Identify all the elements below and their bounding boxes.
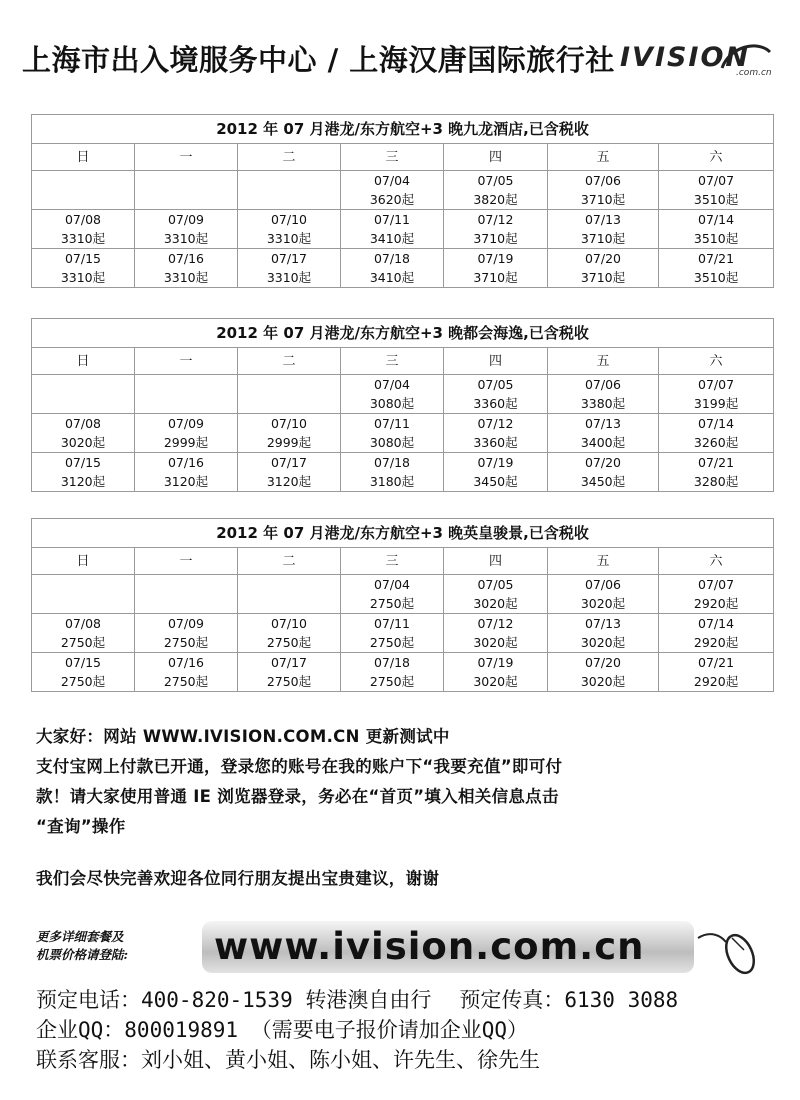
date-cell: 07/17: [238, 653, 341, 673]
price-cell: [444, 472, 548, 492]
price-cell: [548, 229, 659, 249]
price-cell: [32, 472, 135, 492]
price-value: 3380: [580, 396, 613, 411]
weekday-header: 日: [32, 144, 135, 171]
date-cell: 07/06: [548, 375, 659, 395]
date-cell: 07/15: [32, 249, 135, 269]
weekday-header: 五: [548, 144, 659, 171]
price-value: 3510: [693, 270, 726, 285]
price-suffix: 起: [92, 474, 106, 489]
date-cell: 07/19: [444, 653, 548, 673]
price-value: 3020: [580, 596, 613, 611]
date-cell: 07/14: [659, 414, 774, 434]
price-value: 2920: [693, 596, 726, 611]
price-cell: [32, 433, 135, 453]
empty-cell: [135, 190, 238, 210]
date-cell: 07/12: [444, 210, 548, 230]
booking-phone: 预定电话：400-820-1539 转港澳自由行: [36, 988, 432, 1012]
price-value: 3710: [473, 270, 506, 285]
price-cell: [659, 472, 774, 492]
empty-cell: [32, 375, 135, 395]
weekday-header: 一: [135, 348, 238, 375]
date-cell: 07/21: [659, 453, 774, 473]
price-cell: [548, 594, 659, 614]
price-suffix: 起: [401, 674, 415, 689]
price-suffix: 起: [725, 435, 739, 450]
price-value: 3410: [369, 231, 402, 246]
date-cell: 07/07: [659, 375, 774, 395]
weekday-header: 一: [135, 144, 238, 171]
date-cell: 07/11: [341, 614, 444, 634]
price-value: 3360: [473, 396, 506, 411]
price-value: 3260: [693, 435, 726, 450]
price-value: 3710: [580, 192, 613, 207]
weekday-header: 二: [238, 348, 341, 375]
price-value: 2750: [163, 635, 196, 650]
weekday-header: 五: [548, 548, 659, 575]
price-value: 3020: [473, 596, 506, 611]
date-cell: 07/05: [444, 171, 548, 191]
price-suffix: 起: [725, 474, 739, 489]
contact-line: [36, 985, 678, 1015]
empty-cell: [32, 171, 135, 191]
price-cell: [135, 268, 238, 288]
calendar-title: 2012 年 07 月港龙/东方航空+3 晚英皇骏景,已含税收: [32, 519, 774, 548]
date-cell: 07/15: [32, 453, 135, 473]
price-suffix: 起: [612, 674, 626, 689]
price-value: 3280: [693, 474, 726, 489]
price-calendar-emperor-hotel: [31, 518, 774, 692]
weekday-header: 四: [444, 144, 548, 171]
weekday-header: 六: [659, 348, 774, 375]
weekday-header: 日: [32, 548, 135, 575]
price-suffix: 起: [505, 474, 518, 489]
date-cell: 07/14: [659, 210, 774, 230]
price-cell: [659, 268, 774, 288]
website-banner[interactable]: [202, 921, 694, 973]
price-suffix: 起: [505, 270, 518, 285]
price-suffix: 起: [92, 435, 106, 450]
price-cell: [548, 433, 659, 453]
empty-cell: [135, 375, 238, 395]
price-cell: [341, 633, 444, 653]
price-suffix: 起: [725, 192, 739, 207]
booking-fax: 预定传真：6130 3088: [459, 988, 679, 1012]
price-suffix: 起: [612, 474, 626, 489]
empty-cell: [32, 190, 135, 210]
page-title: 上海市出入境服务中心 / 上海汉唐国际旅行社: [22, 43, 615, 77]
price-suffix: 起: [612, 396, 626, 411]
notice-line: 款！请大家使用普通 IE 浏览器登录，务必在“首页”填入相关信息点击: [36, 787, 559, 806]
date-cell: 07/11: [341, 210, 444, 230]
price-cell: [341, 190, 444, 210]
mouse-icon: [696, 918, 756, 978]
website-url[interactable]: www.ivision.com.cn: [214, 925, 645, 968]
price-value: 3620: [369, 192, 402, 207]
price-cell: [444, 268, 548, 288]
date-cell: 07/10: [238, 614, 341, 634]
price-value: 3020: [580, 674, 613, 689]
price-suffix: 起: [401, 192, 415, 207]
price-suffix: 起: [401, 474, 415, 489]
date-cell: 07/09: [135, 614, 238, 634]
price-value: 2750: [369, 674, 402, 689]
enterprise-qq: 企业QQ：800019891 （需要电子报价请加企业QQ）: [36, 1018, 529, 1042]
price-value: 3199: [693, 396, 726, 411]
price-cell: [444, 433, 548, 453]
price-suffix: 起: [298, 674, 312, 689]
date-cell: 07/08: [32, 414, 135, 434]
price-suffix: 起: [195, 231, 209, 246]
price-cell: [659, 394, 774, 414]
date-cell: 07/16: [135, 453, 238, 473]
price-suffix: 起: [195, 635, 209, 650]
date-cell: 07/10: [238, 414, 341, 434]
price-suffix: 起: [505, 674, 518, 689]
date-cell: 07/09: [135, 210, 238, 230]
price-suffix: 起: [725, 674, 739, 689]
price-suffix: 起: [505, 435, 518, 450]
price-cell: [238, 433, 341, 453]
price-suffix: 起: [505, 596, 518, 611]
price-cell: [444, 594, 548, 614]
price-cell: [32, 229, 135, 249]
price-suffix: 起: [612, 231, 626, 246]
weekday-header: 四: [444, 548, 548, 575]
price-cell: [444, 633, 548, 653]
price-cell: [444, 672, 548, 692]
price-value: 3310: [60, 270, 93, 285]
price-cell: [548, 633, 659, 653]
empty-cell: [238, 594, 341, 614]
price-cell: [341, 229, 444, 249]
price-value: 3020: [580, 635, 613, 650]
price-suffix: 起: [612, 596, 626, 611]
price-cell: [341, 433, 444, 453]
weekday-header: 六: [659, 548, 774, 575]
price-suffix: 起: [401, 270, 415, 285]
date-cell: 07/12: [444, 414, 548, 434]
price-suffix: 起: [725, 270, 739, 285]
price-suffix: 起: [505, 192, 518, 207]
date-cell: 07/20: [548, 453, 659, 473]
date-cell: 07/05: [444, 575, 548, 595]
price-cell: [32, 633, 135, 653]
banner-lead-line: 机票价格请登陆:: [36, 947, 129, 962]
price-calendar-harbour-plaza-metropolis: [31, 318, 774, 492]
price-suffix: 起: [401, 435, 415, 450]
price-cell: [659, 633, 774, 653]
empty-cell: [238, 375, 341, 395]
date-cell: 07/11: [341, 414, 444, 434]
weekday-header: 一: [135, 548, 238, 575]
customer-service: 联系客服：刘小姐、黄小姐、陈小姐、许先生、徐先生: [36, 1048, 540, 1072]
date-cell: 07/08: [32, 210, 135, 230]
price-cell: [548, 472, 659, 492]
price-value: 3360: [473, 435, 506, 450]
date-cell: 07/18: [341, 249, 444, 269]
date-cell: 07/21: [659, 249, 774, 269]
price-value: 3310: [266, 270, 299, 285]
price-value: 3020: [60, 435, 93, 450]
price-cell: [659, 229, 774, 249]
empty-cell: [32, 594, 135, 614]
price-value: 3020: [473, 674, 506, 689]
price-value: 3820: [473, 192, 506, 207]
price-cell: [135, 472, 238, 492]
notice-line: 支付宝网上付款已开通，登录您的账号在我的账户下“我要充值”即可付: [36, 757, 563, 776]
date-cell: 07/16: [135, 653, 238, 673]
price-value: 3080: [369, 435, 402, 450]
notice-thanks: 我们会尽快完善欢迎各位同行朋友提出宝贵建议，谢谢: [36, 869, 440, 888]
price-value: 3710: [580, 231, 613, 246]
date-cell: 07/09: [135, 414, 238, 434]
date-cell: 07/06: [548, 171, 659, 191]
price-cell: [135, 633, 238, 653]
price-suffix: 起: [505, 231, 518, 246]
price-value: 3120: [266, 474, 299, 489]
price-value: 3710: [473, 231, 506, 246]
header: [0, 0, 800, 100]
price-suffix: 起: [505, 635, 518, 650]
weekday-header: 五: [548, 348, 659, 375]
price-cell: [32, 672, 135, 692]
price-value: 3180: [369, 474, 402, 489]
price-value: 2920: [693, 635, 726, 650]
price-cell: [32, 268, 135, 288]
price-suffix: 起: [92, 270, 106, 285]
date-cell: 07/15: [32, 653, 135, 673]
price-value: 3310: [163, 231, 196, 246]
price-cell: [341, 472, 444, 492]
price-value: 3400: [580, 435, 613, 450]
price-value: 3510: [693, 192, 726, 207]
price-suffix: 起: [505, 396, 518, 411]
empty-cell: [135, 575, 238, 595]
price-cell: [444, 394, 548, 414]
date-cell: 07/13: [548, 414, 659, 434]
price-value: 2750: [60, 674, 93, 689]
date-cell: 07/12: [444, 614, 548, 634]
price-cell: [238, 268, 341, 288]
price-suffix: 起: [298, 435, 312, 450]
weekday-header: 二: [238, 144, 341, 171]
price-value: 3510: [693, 231, 726, 246]
date-cell: 07/07: [659, 171, 774, 191]
price-value: 3450: [580, 474, 613, 489]
empty-cell: [135, 594, 238, 614]
date-cell: 07/17: [238, 249, 341, 269]
price-cell: [135, 672, 238, 692]
price-cell: [548, 190, 659, 210]
price-cell: [444, 229, 548, 249]
empty-cell: [32, 394, 135, 414]
date-cell: 07/08: [32, 614, 135, 634]
date-cell: 07/04: [341, 575, 444, 595]
date-cell: 07/17: [238, 453, 341, 473]
price-suffix: 起: [612, 192, 626, 207]
price-suffix: 起: [195, 270, 209, 285]
empty-cell: [135, 171, 238, 191]
contact-block: [36, 985, 678, 1075]
date-cell: 07/13: [548, 210, 659, 230]
price-cell: [238, 672, 341, 692]
notice-line: “查询”操作: [36, 817, 126, 836]
calendar-title: 2012 年 07 月港龙/东方航空+3 晚九龙酒店,已含税收: [32, 115, 774, 144]
price-cell: [659, 190, 774, 210]
price-cell: [341, 394, 444, 414]
price-suffix: 起: [725, 596, 739, 611]
date-cell: 07/04: [341, 375, 444, 395]
price-suffix: 起: [298, 474, 312, 489]
price-cell: [341, 672, 444, 692]
price-suffix: 起: [92, 635, 106, 650]
price-cell: [135, 433, 238, 453]
notice-line: 大家好：网站 WWW.IVISION.COM.CN 更新测试中: [36, 727, 450, 746]
price-suffix: 起: [298, 270, 312, 285]
price-suffix: 起: [725, 396, 739, 411]
price-value: 3310: [266, 231, 299, 246]
price-cell: [659, 594, 774, 614]
date-cell: 07/18: [341, 453, 444, 473]
price-suffix: 起: [612, 270, 626, 285]
empty-cell: [32, 575, 135, 595]
price-value: 3450: [473, 474, 506, 489]
price-value: 3120: [60, 474, 93, 489]
ivision-logo: [620, 38, 780, 83]
date-cell: 07/06: [548, 575, 659, 595]
price-value: 2999: [163, 435, 196, 450]
date-cell: 07/10: [238, 210, 341, 230]
price-value: 2750: [266, 674, 299, 689]
empty-cell: [238, 171, 341, 191]
date-cell: 07/21: [659, 653, 774, 673]
date-cell: 07/19: [444, 249, 548, 269]
price-cell: [548, 394, 659, 414]
calendar-title: 2012 年 07 月港龙/东方航空+3 晚都会海逸,已含税收: [32, 319, 774, 348]
price-suffix: 起: [725, 231, 739, 246]
date-cell: 07/05: [444, 375, 548, 395]
price-cell: [548, 672, 659, 692]
date-cell: 07/18: [341, 653, 444, 673]
price-suffix: 起: [612, 635, 626, 650]
price-cell: [548, 268, 659, 288]
logo-text: IVISION: [620, 42, 751, 73]
price-cell: [238, 472, 341, 492]
price-value: 2750: [266, 635, 299, 650]
weekday-header: 二: [238, 548, 341, 575]
price-value: 3080: [369, 396, 402, 411]
date-cell: 07/14: [659, 614, 774, 634]
price-suffix: 起: [612, 435, 626, 450]
price-cell: [659, 672, 774, 692]
price-value: 3710: [580, 270, 613, 285]
price-suffix: 起: [92, 231, 106, 246]
price-value: 3310: [60, 231, 93, 246]
price-suffix: 起: [401, 396, 415, 411]
price-value: 2750: [163, 674, 196, 689]
weekday-header: 三: [341, 348, 444, 375]
empty-cell: [238, 575, 341, 595]
weekday-header: 三: [341, 144, 444, 171]
price-value: 2750: [60, 635, 93, 650]
weekday-header: 三: [341, 548, 444, 575]
notice-block: [36, 722, 776, 894]
price-value: 3410: [369, 270, 402, 285]
date-cell: 07/20: [548, 653, 659, 673]
price-cell: [238, 229, 341, 249]
price-cell: [135, 229, 238, 249]
price-calendar-kowloon-hotel: [31, 114, 774, 288]
weekday-header: 六: [659, 144, 774, 171]
price-suffix: 起: [401, 596, 415, 611]
price-suffix: 起: [92, 674, 106, 689]
price-suffix: 起: [195, 435, 209, 450]
price-cell: [341, 594, 444, 614]
date-cell: 07/20: [548, 249, 659, 269]
price-suffix: 起: [298, 231, 312, 246]
price-value: 3120: [163, 474, 196, 489]
banner-lead: [36, 928, 128, 964]
date-cell: 07/16: [135, 249, 238, 269]
date-cell: 07/07: [659, 575, 774, 595]
price-cell: [341, 268, 444, 288]
date-cell: 07/04: [341, 171, 444, 191]
price-cell: [444, 190, 548, 210]
price-suffix: 起: [401, 231, 415, 246]
price-value: 2750: [369, 635, 402, 650]
weekday-header: 日: [32, 348, 135, 375]
price-value: 2750: [369, 596, 402, 611]
empty-cell: [238, 190, 341, 210]
price-cell: [659, 433, 774, 453]
price-value: 3310: [163, 270, 196, 285]
price-value: 2920: [693, 674, 726, 689]
weekday-header: 四: [444, 348, 548, 375]
logo-domain: .com.cn: [736, 68, 772, 78]
price-suffix: 起: [725, 635, 739, 650]
price-cell: [238, 633, 341, 653]
price-suffix: 起: [195, 474, 209, 489]
price-suffix: 起: [401, 635, 415, 650]
empty-cell: [135, 394, 238, 414]
price-suffix: 起: [298, 635, 312, 650]
banner-lead-line: 更多详细套餐及: [36, 929, 124, 944]
price-suffix: 起: [195, 674, 209, 689]
date-cell: 07/13: [548, 614, 659, 634]
date-cell: 07/19: [444, 453, 548, 473]
price-value: 3020: [473, 635, 506, 650]
price-value: 2999: [266, 435, 299, 450]
empty-cell: [238, 394, 341, 414]
